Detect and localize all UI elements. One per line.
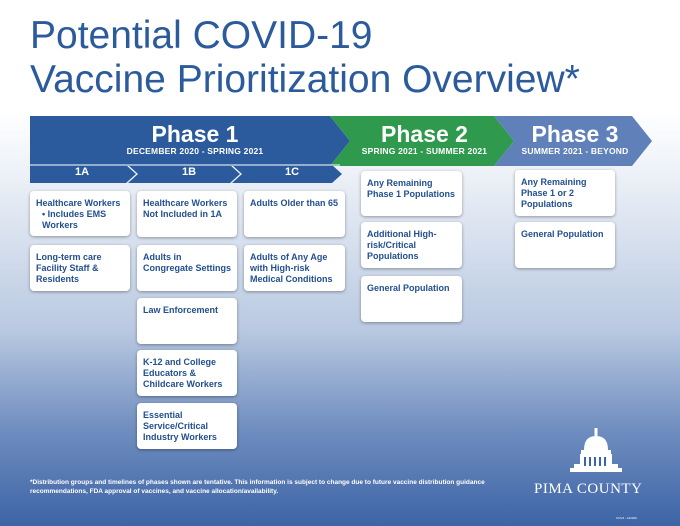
card-text: Adults of Any Age with High-risk Medical Conditions (250, 252, 333, 284)
card-1c-older-adults (244, 191, 345, 237)
card-1b-educators (137, 350, 237, 396)
card-phase2-high-risk (361, 222, 462, 268)
card-phase3-remaining (515, 170, 615, 216)
card-1b-law-enforcement (137, 298, 237, 344)
document-code: COV4 - 122020 (616, 516, 637, 520)
card-text: K-12 and College Educators & Childcare Workers (143, 357, 223, 389)
card-1c-high-risk (244, 245, 345, 291)
card-text: Any Remaining Phase 1 or 2 Populations (521, 177, 587, 209)
card-text: Essential Service/Critical Industry Workers (143, 410, 217, 442)
card-text: Law Enforcement (143, 305, 219, 315)
card-bullet: • Includes EMS Workers (42, 209, 107, 230)
phase-1-range: DECEMBER 2020 - SPRING 2021 (126, 146, 264, 156)
phase-3-label (510, 122, 640, 157)
card-text: General Population (367, 283, 450, 293)
subphase-1c-label: 1C (284, 166, 300, 178)
card-text: Healthcare Workers Not Included in 1A (143, 198, 228, 219)
subphase-1a-label: 1A (74, 166, 90, 178)
courthouse-dome-icon (566, 428, 626, 480)
card-phase2-remaining (361, 171, 462, 216)
phase-3-range: SUMMER 2021 - BEYOND (521, 146, 629, 156)
card-text: Long-term care Facility Staff & Residents (36, 252, 102, 284)
card-text: Adults in Congregate Settings (143, 252, 232, 273)
card-text: Any Remaining Phase 1 Populations (367, 178, 456, 199)
title-line-2: Vaccine Prioritization Overview* (30, 58, 580, 101)
phase-2-range: SPRING 2021 - SUMMER 2021 (361, 146, 488, 156)
card-1b-healthcare-workers (137, 191, 237, 237)
footnote: *Distribution groups and timelines of phases shown are tentative. This information is subject to change due to future vaccine distribution guidance recommendations, FDA approval of vaccines, and vaccine allocation/availability. (30, 479, 485, 495)
card-1a-long-term-care (30, 245, 130, 291)
card-phase3-general (515, 222, 615, 268)
phase-1-name: Phase 1 (151, 121, 239, 147)
card-text: Healthcare Workers (36, 198, 121, 208)
title-line-1: Potential COVID-19 (30, 14, 373, 57)
card-text: Adults Older than 65 (250, 198, 339, 208)
subphase-1b-label: 1B (181, 166, 197, 178)
card-1b-essential-workers (137, 403, 237, 449)
card-phase2-general (361, 276, 462, 322)
card-1a-healthcare-workers (30, 191, 130, 236)
card-text: General Population (521, 229, 604, 239)
card-text: Additional High-risk/Critical Populations (367, 229, 437, 261)
phase-2-label (352, 122, 497, 157)
pima-county-logo-text: PIMA COUNTY (534, 481, 643, 497)
phase-3-name: Phase 3 (531, 121, 619, 147)
phase-2-name: Phase 2 (381, 121, 468, 147)
card-1b-congregate-settings (137, 245, 237, 291)
phase-1-label (110, 122, 280, 157)
